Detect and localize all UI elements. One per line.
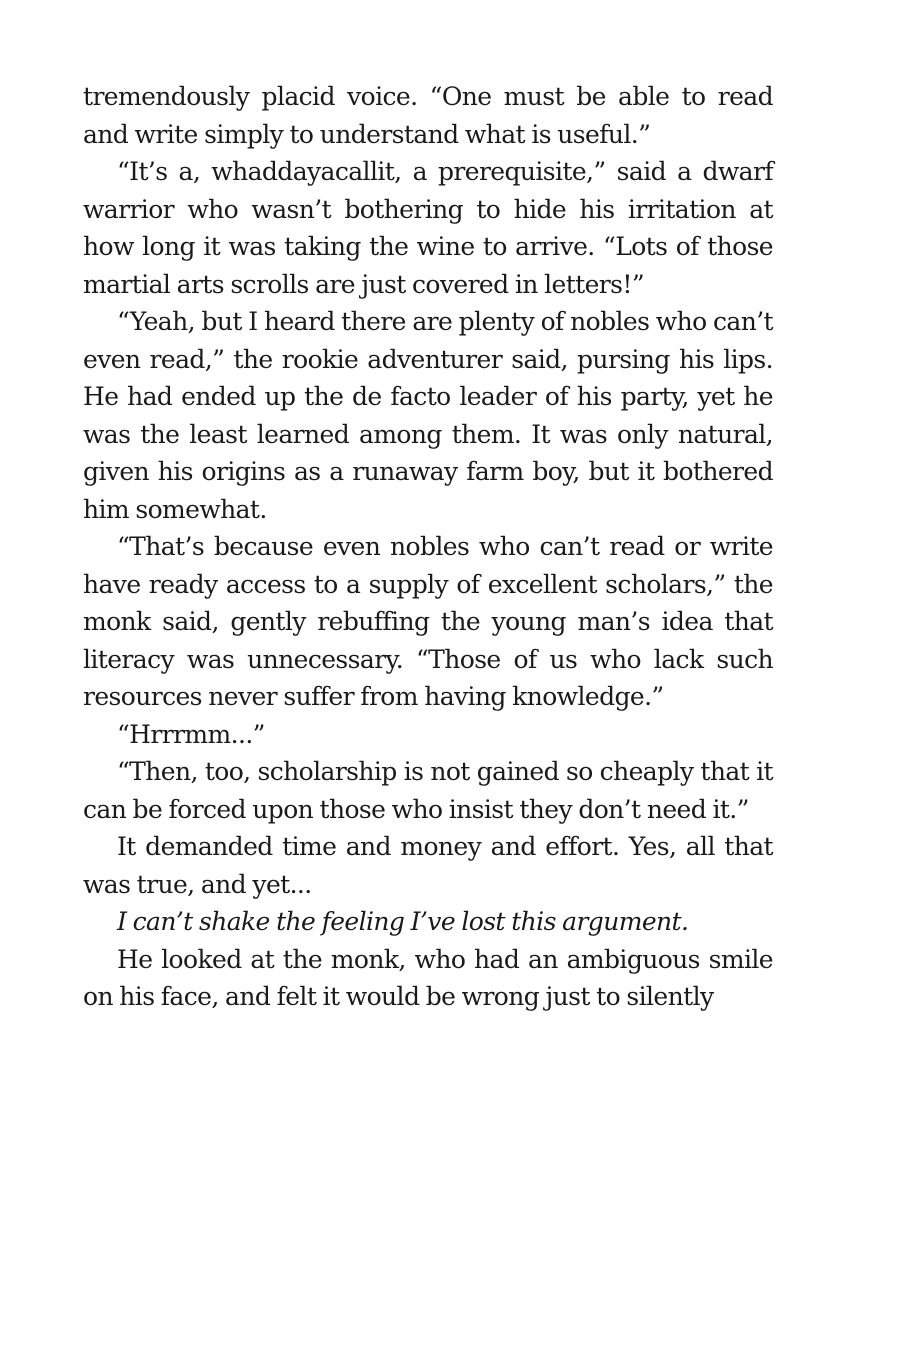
paragraph-rookie-adventurer: “Yeah, but I heard there are plenty of nobles who can’t even read,” the rookie adventurer said, pursing his lips. He had ended up the de facto leader of his party, yet he was the least learned among them. It was only natural, given his origins as a runaway farm boy, but it bothered him somewhat. — [83, 307, 773, 524]
paragraph-inner-thought: I can’t shake the feeling I’ve lost this argument. — [117, 907, 689, 936]
paragraph-hrrrmm: “Hrrrmm...” — [117, 719, 265, 749]
paragraph-monk-scholars: “That’s because even nobles who can’t read or write have ready access to a supply of excellent scholars,” the monk said, gently rebuffing the young man’s idea that literacy was unnecessary. “Those of us who lack such resources never suffer from having knowledge.” — [83, 532, 773, 711]
paragraph-time-money: It demanded time and money and effort. Yes, all that was true, and yet... — [83, 832, 773, 899]
paragraph-dwarf-warrior: “It’s a, whaddayacallit, a prerequisite,” said a dwarf warrior who wasn’t bothering to hide his irritation at how long it was taking the wine to arrive. “Lots of those martial arts scrolls are just covered in letters!” — [83, 157, 773, 299]
paragraph-scholarship: “Then, too, scholarship is not gained so cheaply that it can be forced upon those who insist they don’t need it.” — [83, 757, 773, 824]
book-page-text — [83, 78, 773, 1016]
paragraph-continuation: tremendously placid voice. “One must be able to read and write simply to understand what is useful.” — [83, 82, 773, 149]
paragraph-looked-at-monk: He looked at the monk, who had an ambiguous smile on his face, and felt it would be wrong just to silently — [83, 944, 773, 1011]
